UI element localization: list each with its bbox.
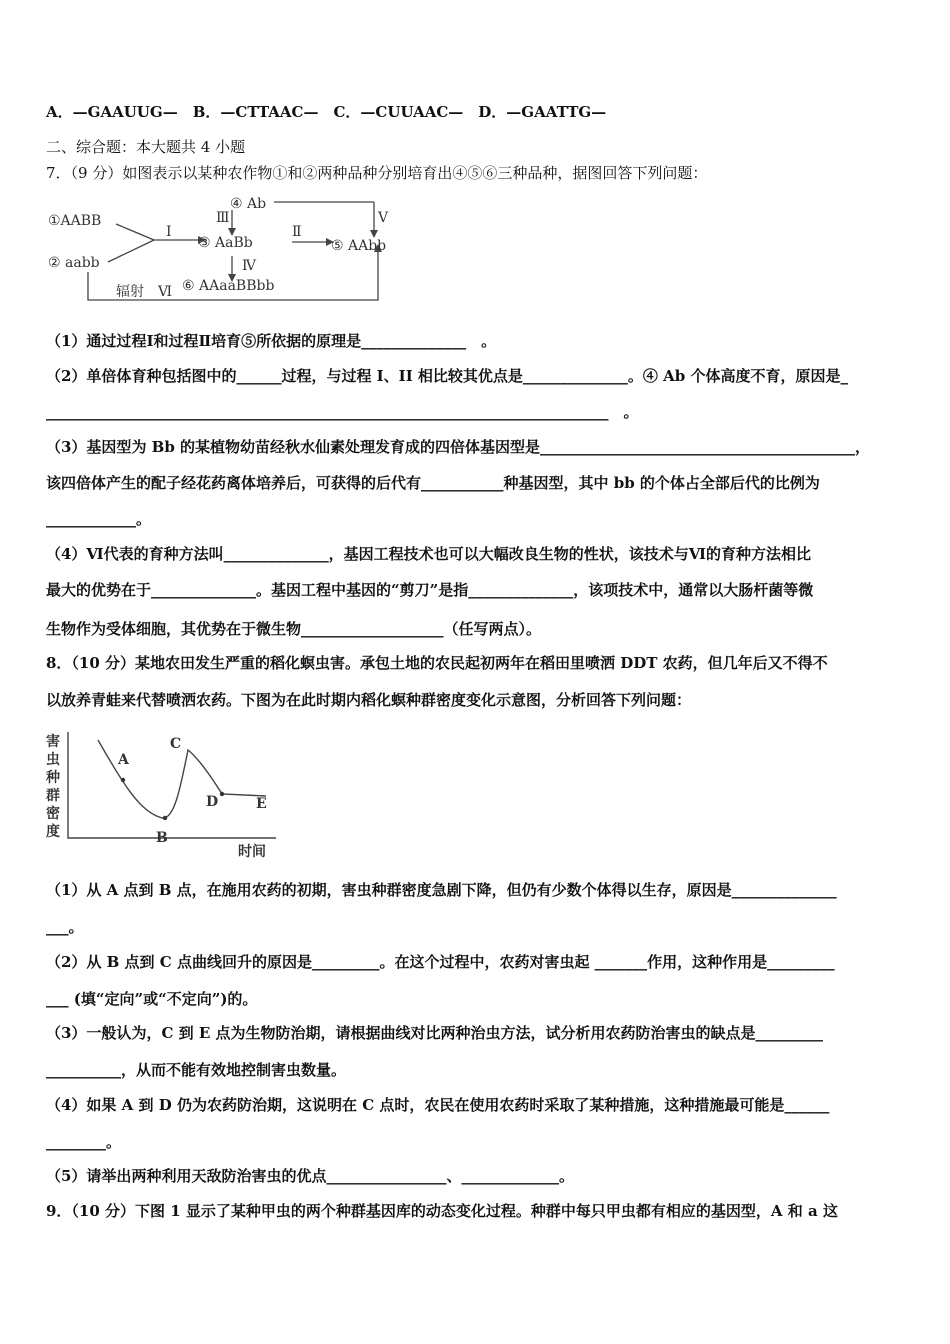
- q7-stem: 7．（9 分）如图表示以某种农作物①和②两种品种分别培育出④⑤⑥三种品种，据图回答下列问题：: [46, 164, 708, 182]
- q7-part3-b: 该四倍体产生的配子经花药离体培养后，可获得的后代有___________种基因型，其中 bb 的个体占全部后代的比例为: [46, 474, 820, 492]
- point-d-label: D: [206, 794, 219, 810]
- q8-part2-a: （2）从 B 点到 C 点曲线回升的原因是_________。在这个过程中，农药对害虫起 _______作用，这种作用是_________: [46, 953, 835, 971]
- q8-part2-b: ___ (填“定向”或“不定向”)的。: [46, 990, 258, 1008]
- answer-options: A．—GAAUUG— B．—CTTAAC— C．—CUUAAC— D．—GAATTG—: [46, 103, 607, 121]
- node-5: ⑤ AAbb: [331, 238, 387, 254]
- q8-stem-b: 以放养青蛙来代替喷洒农药。下图为在此时期内稻化螟种群密度变化示意图，分析回答下列问题：: [46, 691, 692, 709]
- q7-part1: （1）通过过程Ⅰ和过程Ⅱ培育⑤所依据的原理是______________ 。: [46, 332, 497, 350]
- q8-part4-b: ________。: [46, 1133, 122, 1151]
- q8-part3-a: （3）一般认为，C 到 E 点为生物防治期，请根据曲线对比两种治虫方法，试分析用农药防治害虫的缺点是_________: [46, 1024, 823, 1042]
- cross-line-2: [108, 240, 154, 262]
- q7-part2-a: （2）单倍体育种包括图中的______过程，与过程 I、II 相比较其优点是______________。④ Ab 个体高度不育，原因是_: [46, 367, 849, 385]
- q8-part4-a: （4）如果 A 到 D 仍为农药防治期，这说明在 C 点时，农民在使用农药时采取了某种措施，这种措施最可能是______: [46, 1096, 830, 1114]
- label-II: Ⅱ: [292, 224, 302, 240]
- q8-stem-a: 8．（10 分）某地农田发生严重的稻化螟虫害。承包土地的农民起初两年在稻田里喷洒 DDT 农药，但几年后又不得不: [46, 654, 828, 672]
- label-VI: 辐射 Ⅵ: [116, 284, 173, 300]
- y-axis-char-6: 度: [46, 824, 60, 840]
- point-a-marker: [121, 778, 125, 782]
- q9-stem: 9．（10 分）下图 1 显示了某种甲虫的两个种群基因库的动态变化过程。种群中每只甲虫都有相应的基因型，A 和 a 这: [46, 1202, 838, 1220]
- q7-part3-a: （3）基因型为 Bb 的某植物幼苗经秋水仙素处理发育成的四倍体基因型是__________________________________________，: [46, 438, 871, 456]
- point-e-label: E: [256, 796, 267, 812]
- y-axis-char-5: 密: [46, 806, 60, 822]
- q7-part4-a: （4）Ⅵ代表的育种方法叫______________，基因工程技术也可以大幅改良生物的性状，该技术与Ⅵ的育种方法相比: [46, 545, 811, 563]
- x-axis-label: 时间: [238, 844, 266, 860]
- node-3: ③ AaBb: [198, 235, 253, 251]
- q7-part4-b: 最大的优势在于______________。基因工程中基因的“剪刀”是指______________，该项技术中，通常以大肠杆菌等微: [46, 581, 814, 599]
- label-V: Ⅴ: [378, 210, 389, 226]
- breeding-diagram: [46, 192, 416, 304]
- node-4: ④ Ab: [230, 196, 267, 212]
- label-I: Ⅰ: [166, 224, 172, 240]
- node-2: ② aabb: [48, 255, 100, 271]
- q7-part4-c: 生物作为受体细胞，其优势在于微生物___________________（任写两点）。: [46, 620, 542, 638]
- population-chart: [44, 730, 284, 862]
- y-axis-char-1: 害: [46, 734, 60, 750]
- cross-line-1: [116, 224, 154, 240]
- q8-part1-a: （1）从 A 点到 B 点，在施用农药的初期，害虫种群密度急剧下降，但仍有少数个体得以生存，原因是______________: [46, 881, 837, 899]
- point-b-marker: [163, 816, 167, 820]
- point-c-label: C: [170, 736, 182, 752]
- node-6: ⑥ AAaaBBbb: [182, 278, 275, 294]
- label-III: Ⅲ: [216, 210, 230, 226]
- q8-part3-b: __________，从而不能有效地控制害虫数量。: [46, 1061, 347, 1079]
- y-axis-char-3: 种: [46, 770, 60, 786]
- q7-part2-b: ___________________________________________________________________________ 。: [46, 403, 639, 421]
- y-axis-char-2: 虫: [46, 752, 60, 768]
- label-IV: Ⅳ: [242, 258, 256, 274]
- node-1: ①AABB: [48, 213, 102, 229]
- section-title: 二、综合题：本大题共 4 小题: [46, 138, 246, 156]
- q8-part1-b: ___。: [46, 918, 84, 936]
- q7-part3-c: ____________。: [46, 510, 152, 528]
- q8-part5: （5）请举出两种利用天敌防治害虫的优点________________、_____________。: [46, 1167, 574, 1185]
- point-a-label: A: [118, 752, 129, 768]
- point-d-marker: [220, 792, 224, 796]
- y-axis-char-4: 群: [46, 788, 60, 804]
- point-b-label: B: [156, 830, 168, 846]
